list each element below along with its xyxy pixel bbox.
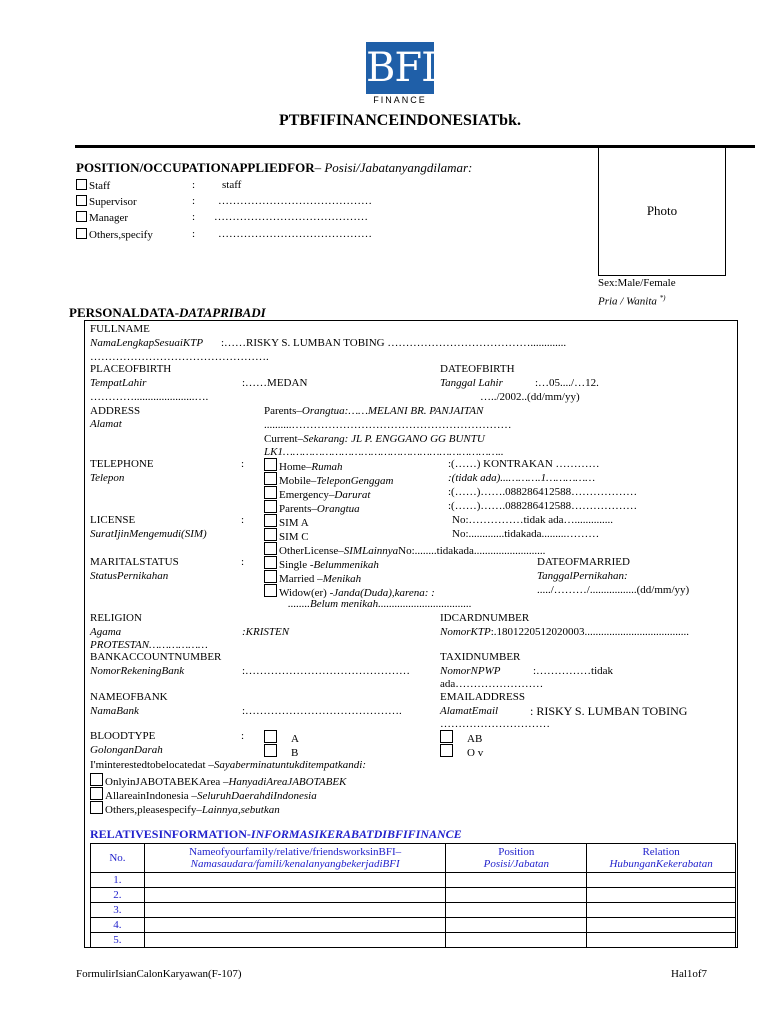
emergency-checkbox[interactable] [264, 486, 277, 499]
relative-position-cell[interactable] [446, 903, 587, 918]
col-name-header: Nameofyourfamily/relative/friendsworksinBFI– Namasaudara/famili/kenalanyangbekerjadiBFI [144, 844, 446, 873]
dom-sublabel: TanggalPernikahan: [537, 570, 628, 582]
telephone-sublabel: Telepon [90, 472, 125, 484]
position-value-others: …………………………………… [218, 228, 372, 240]
sex-label-it: Pria / Wanita *) [598, 294, 666, 308]
relative-relation-cell[interactable] [587, 903, 736, 918]
all-indonesia-checkbox[interactable] [90, 787, 103, 800]
blood-b-checkbox[interactable] [264, 744, 277, 757]
position-heading: POSITION/OCCUPATIONAPPLIEDFOR– Posisi/Jabatanyangdilamar: [76, 160, 473, 175]
col-relation-header: Relation HubunganKekerabatan [587, 844, 736, 873]
position-option-manager[interactable]: Manager [76, 211, 128, 225]
tax-value-line2: ada…………………… [440, 678, 544, 690]
pob-value[interactable]: :……MEDAN [242, 377, 308, 389]
location-jabotabek[interactable]: OnlyinJABOTABEKArea –HanyadiAreaJABOTABEK [90, 773, 346, 789]
blood-o-checkbox[interactable] [440, 744, 453, 757]
position-heading-text: POSITION/OCCUPATIONAPPLIEDFOR [76, 160, 315, 175]
logo-mark [366, 42, 434, 94]
fullname-value-line2: …………………………………………. [90, 351, 269, 363]
fullname-value[interactable]: :……RISKY S. LUMBAN TOBING …………………………………............. [221, 337, 567, 349]
relative-position-cell[interactable] [446, 918, 587, 933]
relative-relation-cell[interactable] [587, 918, 736, 933]
colon: : [241, 556, 245, 568]
relative-relation-cell[interactable] [587, 888, 736, 903]
relative-position-cell[interactable] [446, 888, 587, 903]
footer-page-number: Hal1of7 [671, 968, 708, 980]
relatives-table [90, 843, 736, 948]
dom-label: DATEOFMARRIED [537, 556, 630, 568]
other-license-checkbox[interactable] [264, 542, 277, 555]
bank-account-sublabel: NomorRekeningBank [90, 665, 185, 677]
idcard-label: IDCARDNUMBER [440, 612, 530, 624]
religion-sublabel: Agama [90, 626, 122, 638]
jabotabek-checkbox[interactable] [90, 773, 103, 786]
location-others-checkbox[interactable] [90, 801, 103, 814]
license-sim-a[interactable]: SIM A [264, 514, 309, 530]
phone-parents[interactable]: Parents–Orangtua [264, 500, 360, 516]
single-checkbox[interactable] [264, 556, 277, 569]
colon: : [241, 730, 245, 742]
religion-value-line2: PROTESTAN……………… [90, 639, 208, 651]
marital-widow[interactable]: Widow(er) -Janda(Duda),karena: : [264, 584, 435, 600]
license-other[interactable]: OtherLicense–SIMLainnyaNo:........tidakada.......................... [264, 542, 545, 558]
phone-mobile[interactable]: Mobile–TeleponGenggam [264, 472, 393, 488]
position-value-staff: staff [222, 179, 242, 191]
relative-name-cell[interactable] [144, 903, 446, 918]
address-current[interactable]: Current–Sekarang: JL P. ENGGANO GG BUNTU [264, 433, 485, 445]
relative-name-cell[interactable] [144, 873, 446, 888]
blood-a-checkbox[interactable] [264, 730, 277, 743]
company-logo [366, 42, 434, 106]
colon: : [241, 514, 245, 526]
personal-data-heading: PERSONALDATA-DATAPRIBADI [69, 305, 266, 320]
sim-c-checkbox[interactable] [264, 528, 277, 541]
relatives-heading: RELATIVESINFORMATION-INFORMASIKERABATDIBFIFINANCE [90, 827, 462, 841]
license-sim-a-value: No:……………tidak ada….............. [452, 514, 614, 526]
home-checkbox[interactable] [264, 458, 277, 471]
license-sim-c[interactable]: SIM C [264, 528, 309, 544]
sex-label: Sex:Male/Female [598, 277, 676, 289]
relative-position-cell[interactable] [446, 933, 587, 948]
mobile-checkbox[interactable] [264, 472, 277, 485]
relative-position-cell[interactable] [446, 873, 587, 888]
position-value-supervisor: …………………………………… [218, 195, 372, 207]
tax-sublabel: NomorNPWP [440, 665, 501, 677]
widow-checkbox[interactable] [264, 584, 277, 597]
col-position-header: Position Posisi/Jabatan [446, 844, 587, 873]
religion-label: RELIGION [90, 612, 142, 624]
phone-emergency-value: :(……)…….088286412588……………… [448, 486, 638, 498]
blood-ab-checkbox[interactable] [440, 730, 453, 743]
email-sublabel: AlamatEmail [440, 705, 499, 717]
dob-value[interactable]: :…05..../…12. [535, 377, 599, 389]
address-parents[interactable]: Parents–Orangtua:……MELANI BR. PANJAITAN [264, 405, 484, 417]
supervisor-checkbox[interactable] [76, 195, 87, 206]
pob-label: PLACEOFBIRTH [90, 363, 172, 375]
sim-a-checkbox[interactable] [264, 514, 277, 527]
address-parents-line2: ..........…………………………………………………… [264, 419, 512, 431]
tax-label: TAXIDNUMBER [440, 651, 521, 663]
blood-label: BLOODTYPE [90, 730, 156, 742]
address-sublabel: Alamat [90, 418, 122, 430]
colon: : [192, 179, 196, 191]
dob-label: DATEOFBIRTH [440, 363, 515, 375]
phone-home-value: :(……) KONTRAKAN ………… [448, 458, 600, 470]
relative-name-cell[interactable] [144, 888, 446, 903]
col-no-header: No. [91, 844, 145, 873]
bank-name-value[interactable]: :……………………………………. [242, 705, 402, 717]
bank-account-value[interactable]: :……………………………………… [242, 665, 411, 677]
phone-mobile-value: :(tidak ada)...……….1…………… [448, 472, 595, 484]
relative-name-cell[interactable] [144, 933, 446, 948]
bank-account-label: BANKACCOUNTNUMBER [90, 651, 222, 663]
fullname-sublabel: NamaLengkapSesuaiKTP [90, 337, 204, 349]
marital-sublabel: StatusPernikahan [90, 570, 169, 582]
staff-checkbox[interactable] [76, 179, 87, 190]
married-checkbox[interactable] [264, 570, 277, 583]
idcard-field[interactable]: NomorKTP:.1801220512020003...................................... [440, 626, 690, 638]
marital-note: ........Belum menikah.................................. [288, 598, 472, 610]
colon: : [241, 458, 245, 470]
dob-value-line2: …../2002..(dd/mm/yy) [480, 391, 580, 403]
table-row: 2. [91, 888, 736, 903]
dob-sublabel: Tanggal Lahir [440, 377, 503, 389]
marital-married[interactable]: Married –Menikah [264, 570, 361, 586]
logo-subtext: FINANCE [373, 95, 427, 105]
colon: : [192, 211, 196, 223]
bank-name-sublabel: NamaBank [90, 705, 139, 717]
blood-a[interactable]: A [264, 730, 299, 746]
logo-text: BFI [366, 45, 436, 91]
position-heading-it: Posisi/Jabatanyangdilamar: [324, 160, 473, 175]
dom-value[interactable]: ...../………/.................(dd/mm/yy) [537, 584, 690, 596]
blood-ab[interactable]: AB [440, 730, 482, 746]
position-value-manager: …………………………………… [214, 211, 368, 223]
table-row: 5. [91, 933, 736, 948]
relative-relation-cell[interactable] [587, 873, 736, 888]
table-row: 1. [91, 873, 736, 888]
table-row: 3. [91, 903, 736, 918]
license-label: LICENSE [90, 514, 136, 526]
email-label: EMAILADDRESS [440, 691, 525, 703]
tax-value[interactable]: :……………tidak [533, 665, 614, 677]
position-option-supervisor[interactable]: Supervisor [76, 195, 137, 209]
table-row: 4. [91, 918, 736, 933]
email-value[interactable]: : RISKY S. LUMBAN TOBING [530, 704, 688, 718]
pob-value-line2: …………......................…. [90, 391, 209, 403]
religion-value[interactable]: :KRISTEN [242, 626, 290, 638]
phone-home[interactable]: Home–Rumah [264, 458, 343, 474]
pob-sublabel: TempatLahir [90, 377, 147, 389]
marital-label: MARITALSTATUS [90, 556, 179, 568]
position-option-staff[interactable]: Staff [76, 179, 110, 193]
photo-label: Photo [646, 203, 678, 218]
colon: : [192, 195, 196, 207]
colon: : [192, 228, 196, 240]
fullname-label: FULLNAME [90, 323, 150, 335]
address-current-line2: LK1………………………………………………………….. [264, 446, 504, 458]
position-option-others[interactable]: Others,specify [76, 228, 153, 242]
location-question: I'minterestedtobelocatedat –Sayaberminatuntukditempatkandi: [90, 759, 366, 771]
blood-b[interactable]: B [264, 744, 298, 760]
telephone-label: TELEPHONE [90, 458, 154, 470]
blood-sublabel: GolonganDarah [90, 744, 163, 756]
parents-checkbox[interactable] [264, 500, 277, 513]
photo-box[interactable] [598, 148, 726, 276]
bank-name-label: NAMEOFBANK [90, 691, 168, 703]
phone-emergency[interactable]: Emergency–Darurat [264, 486, 370, 502]
address-label: ADDRESS [90, 405, 141, 417]
marital-single[interactable]: Single -Belummenikah [264, 556, 379, 572]
license-sublabel: SuratIjinMengemudi(SIM) [90, 528, 207, 540]
phone-parents-value: :(……)…….088286412588……………… [448, 500, 638, 512]
others-checkbox[interactable] [76, 228, 87, 239]
relatives-table-header [91, 844, 736, 873]
relative-name-cell[interactable] [144, 918, 446, 933]
license-sim-c-value: No:.............tidakada.........……… [452, 528, 600, 540]
blood-o[interactable]: O v [440, 744, 483, 760]
manager-checkbox[interactable] [76, 211, 87, 222]
company-name: PTBFIFINANCEINDONESIATbk. [279, 112, 521, 129]
footer-form-name: FormulirIsianCalonKaryawan(F-107) [76, 968, 242, 980]
email-value-line2: ………………………… [440, 718, 550, 730]
relative-relation-cell[interactable] [587, 933, 736, 948]
location-others[interactable]: Others,pleasespecify–Lainnya,sebutkan [90, 801, 280, 817]
location-all-indonesia[interactable]: AllareainIndonesia –SeluruhDaerahdiIndonesia [90, 787, 317, 803]
